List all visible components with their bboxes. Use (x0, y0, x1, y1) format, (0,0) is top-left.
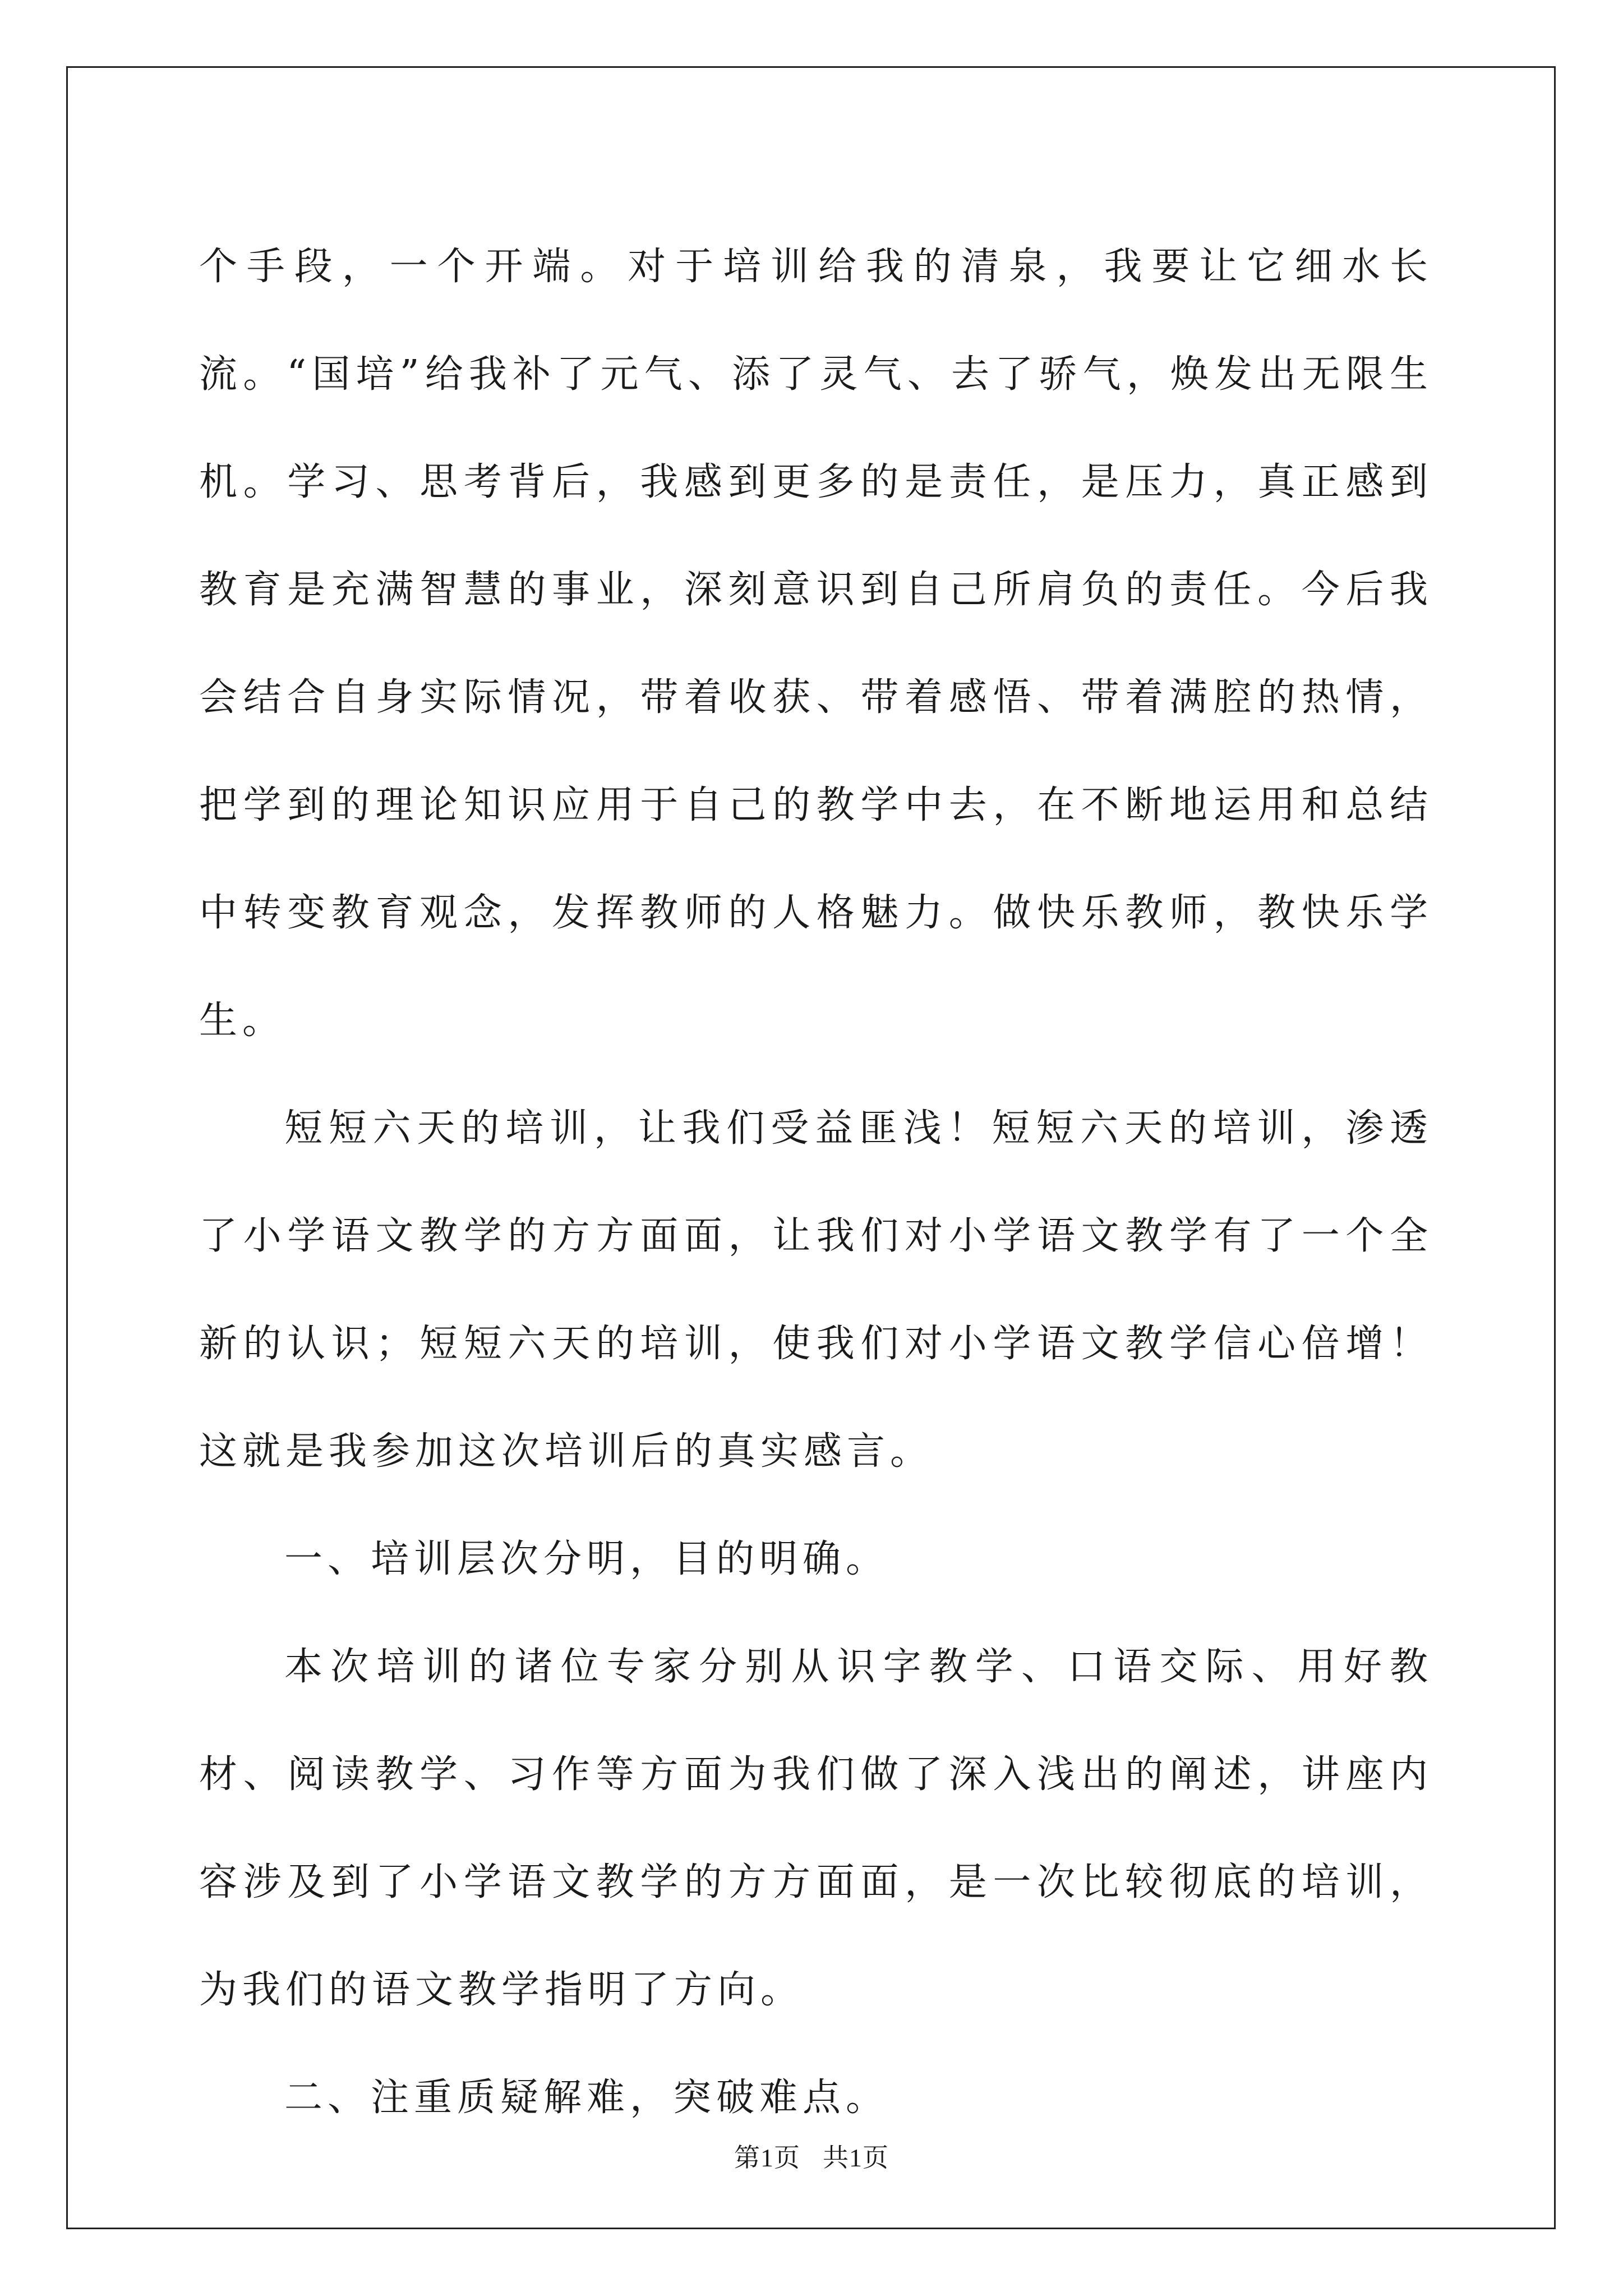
paragraph-4: 本次培训的诸位专家分别从识字教学、口语交际、用好教材、阅读教学、习作等方面为我们做了深入浅出的阐述，讲座内容涉及到了小学语文教学的方方面面，是一次比较彻底的培训，为我们的语文教学指明了方向。 (199, 1645, 1433, 2012)
paragraph-1: 个手段，一个开端。对于培训给我的清泉，我要让它细水长流。“国培”给我补了元气、添了灵气、去了骄气，焕发出无限生机。学习、思考背后，我感到更多的是责任，是压力，真正感到教育是充满智慧的事业，深刻意识到自己所肩负的责任。今后我会结合自身实际情况，带着收获、带着感悟、带着满腔的热情，把学到的理论知识应用于自己的教学中去，在不断地运用和总结中转变教育观念，发挥教师的人格魅力。做快乐教师，教快乐学生。 (199, 245, 1433, 1043)
paragraph-5-heading: 二、注重质疑解难，突破难点。 (284, 2076, 889, 2120)
page-footer (0, 2137, 1623, 2174)
document-body (199, 213, 1433, 2152)
paragraph-3-heading: 一、培训层次分明，目的明确。 (284, 1537, 889, 1581)
paragraph-2: 短短六天的培训，让我们受益匪浅！短短六天的培训，渗透了小学语文教学的方方面面，让我们对小学语文教学有了一个全新的认识；短短六天的培训，使我们对小学语文教学信心倍增！这就是我参加这次培训后的真实感言。 (199, 1106, 1433, 1474)
page-total: 共1页 (823, 2143, 889, 2172)
page-number: 第1页 (734, 2143, 800, 2172)
